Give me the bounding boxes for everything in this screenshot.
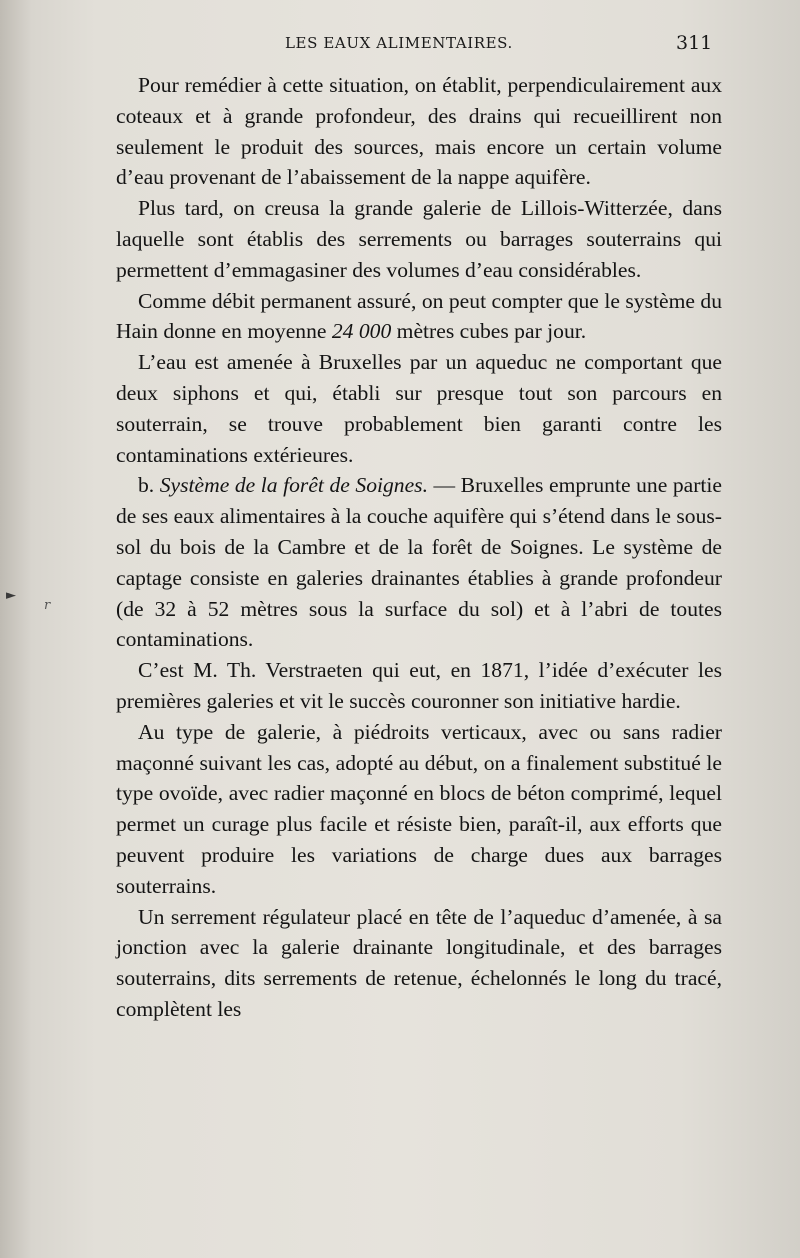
margin-arrow-mark: ► [6,588,16,603]
paragraph-4: L’eau est amenée à Bruxelles par un aqueduc ne comportant que deux siphons et qui, établi sur presque tout son parcours en souterrain, se trouve probablement bien garanti contre les contaminations extérieures. [116,350,722,467]
running-title: LES EAUX ALIMENTAIRES. [285,34,513,52]
paragraph-5-text: — Bruxelles emprunte une partie de ses eaux alimentaires à la couche aquifère qui s’étend dans le sous-sol du bois de la Cambre et de la forêt de Soignes. Le système de captage consiste en galeries drainantes établies à grande profondeur (de 32 à 52 mètres sous la surface du sol) et à l’abri de toutes contaminations. [116,473,722,652]
paragraph-3 [116,286,722,348]
page-header [0,34,800,58]
paragraph-1: Pour remédier à cette situation, on établit, perpendiculairement aux coteaux et à grande profondeur, des drains qui recueillirent non seulement le produit des sources, mais encore un certain volume d’eau provenant de l’abaissement de la nappe aquifère. [116,73,722,190]
paragraph-3-text-a: Comme débit permanent assuré, on peut compter que le système du Hain donne en moyenne [116,288,722,344]
paragraph-6: C’est M. Th. Verstraeten qui eut, en 1871, l’idée d’exécuter les premières galeries et vit le succès couronner son initiative hardie. [116,658,722,713]
paragraph-5 [116,470,722,655]
margin-pencil-mark: r [44,598,51,613]
daily-volume-number: 24 000 [331,319,392,344]
paragraph-3-text-b: mètres cubes par jour. [391,319,587,344]
paragraph-2: Plus tard, on creusa la grande galerie de Lillois-Witterzée, dans laquelle sont établis des serrements ou barrages souterrains qui permettent d’emmagasiner des volumes d’eau considérables. [116,196,722,282]
section-title: Système de la forêt de Soignes. [159,473,428,498]
page-number: 311 [676,32,713,54]
paragraph-7: Au type de galerie, à piédroits verticaux, avec ou sans radier maçonné suivant les cas, adopté au début, on a finalement substitué le type ovoïde, avec radier maçonné en blocs de béton comprimé, lequel permet un curage plus facile et résiste bien, paraît-il, aux efforts que peuvent produire les variations de charge dues aux barrages souterrains. [116,719,722,898]
section-label: b. [138,473,160,498]
paragraph-8: Un serrement régulateur placé en tête de l’aqueduc d’amenée, à sa jonction avec la galerie drainante longitudinale, et des barrages souterrains, dits serrements de retenue, échelonnés le long du tracé, complètent les [116,904,722,1021]
body-text [116,70,722,1025]
